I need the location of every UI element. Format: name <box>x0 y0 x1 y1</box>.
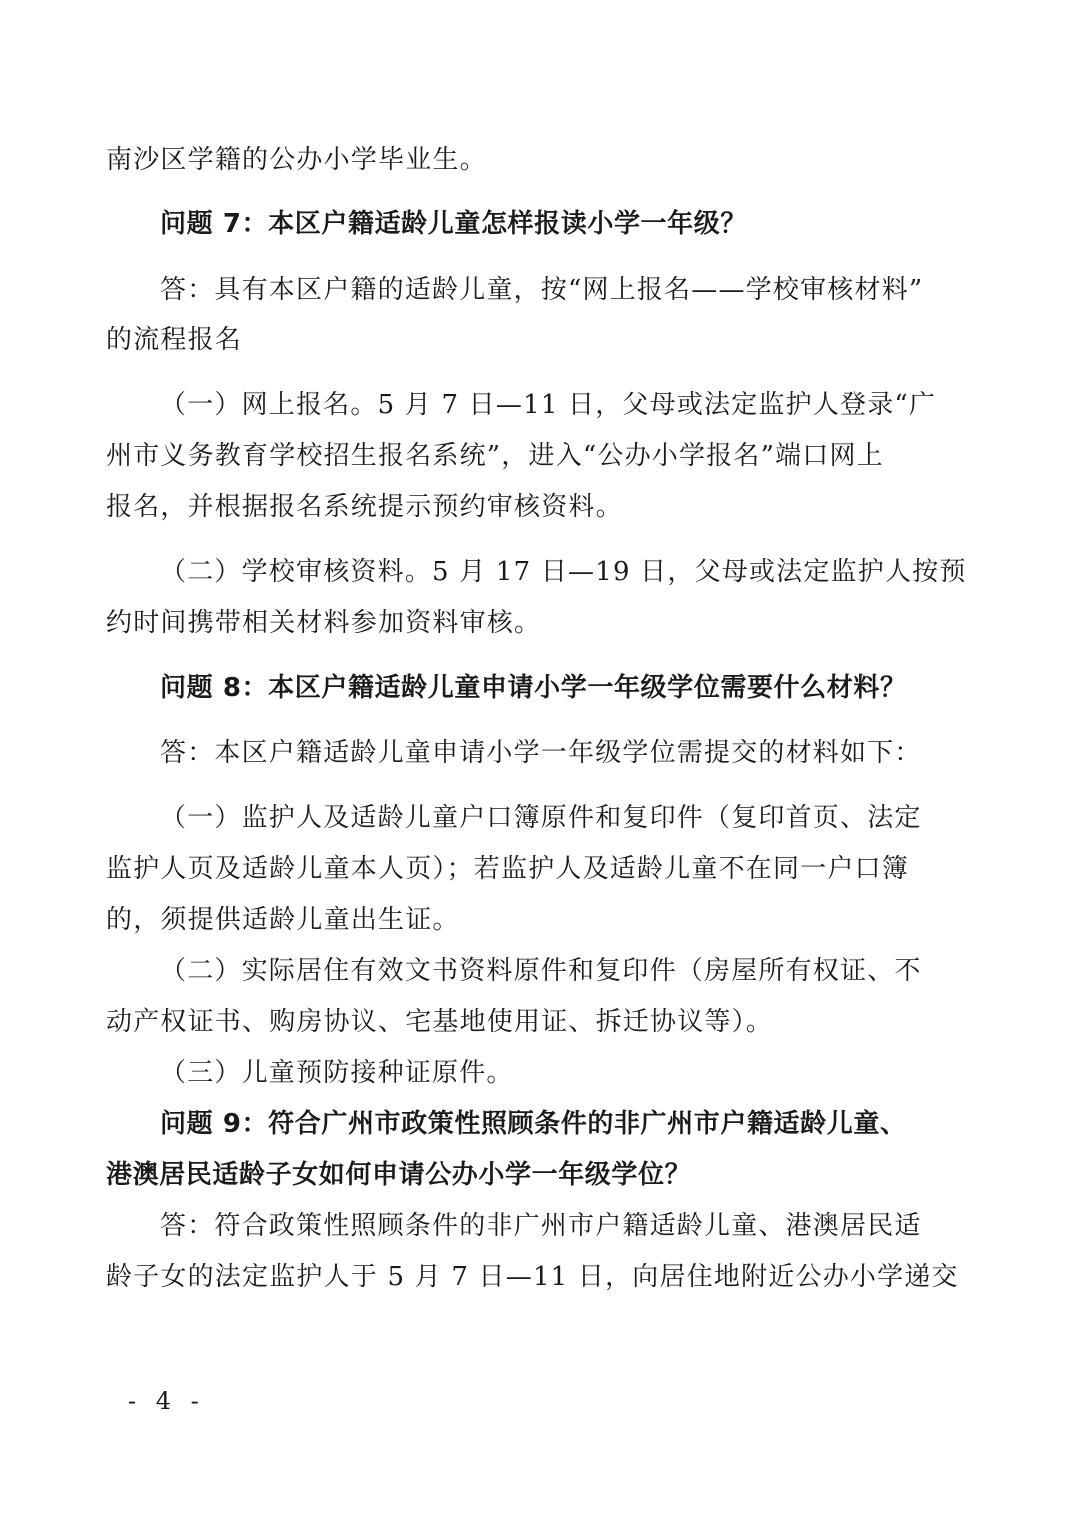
question-9-heading-line-2: 港澳居民适龄子女如何申请公办小学一年级学位？ <box>106 1160 692 1190</box>
page-number: - 4 - <box>128 1387 205 1415</box>
answer-8-line-1: 答：本区户籍适龄儿童申请小学一年级学位需提交的材料如下： <box>160 738 922 768</box>
step-1-line-3: 报名，并根据报名系统提示预约审核资料。 <box>106 492 623 522</box>
answer-9-line-2: 龄子女的法定监护人于 5 月 7 日—11 日，向居住地附近公办小学递交 <box>106 1262 959 1292</box>
answer-9-line-1: 答：符合政策性照顾条件的非广州市户籍适龄儿童、港澳居民适 <box>160 1211 922 1241</box>
material-1-line-1: （一）监护人及适龄儿童户口簿原件和复印件（复印首页、法定 <box>160 803 922 833</box>
material-1-line-3: 的，须提供适龄儿童出生证。 <box>106 905 460 935</box>
material-1-line-2: 监护人页及适龄儿童本人页）；若监护人及适龄儿童不在同一户口簿 <box>106 854 910 884</box>
material-3-line-1: （三）儿童预防接种证原件。 <box>160 1058 514 1088</box>
step-1-line-2: 州市义务教育学校招生报名系统”，进入“公办小学报名”端口网上 <box>106 441 884 471</box>
question-7-heading: 问题 7：本区户籍适龄儿童怎样报读小学一年级？ <box>160 209 747 239</box>
material-2-line-1: （二）实际居住有效文书资料原件和复印件（房屋所有权证、不 <box>160 956 922 986</box>
question-8-heading: 问题 8：本区户籍适龄儿童申请小学一年级学位需要什么材料？ <box>160 673 907 703</box>
answer-7-line-2: 的流程报名 <box>106 325 243 355</box>
material-2-line-2: 动产权证书、购房协议、宅基地使用证、拆迁协议等）。 <box>106 1007 774 1037</box>
step-2-line-2: 约时间携带相关材料参加资料审核。 <box>106 608 542 638</box>
answer-7-line-1: 答：具有本区户籍的适龄儿童，按“网上报名——学校审核材料” <box>160 275 924 305</box>
step-2-line-1: （二）学校审核资料。5 月 17 日—19 日，父母或法定监护人按预 <box>160 557 967 587</box>
question-9-heading-line-1: 问题 9：符合广州市政策性照顾条件的非广州市户籍适龄儿童、 <box>160 1109 907 1139</box>
step-1-line-1: （一）网上报名。5 月 7 日—11 日，父母或法定监护人登录“广 <box>160 390 937 420</box>
paragraph-continuation: 南沙区学籍的公办小学毕业生。 <box>106 145 487 175</box>
